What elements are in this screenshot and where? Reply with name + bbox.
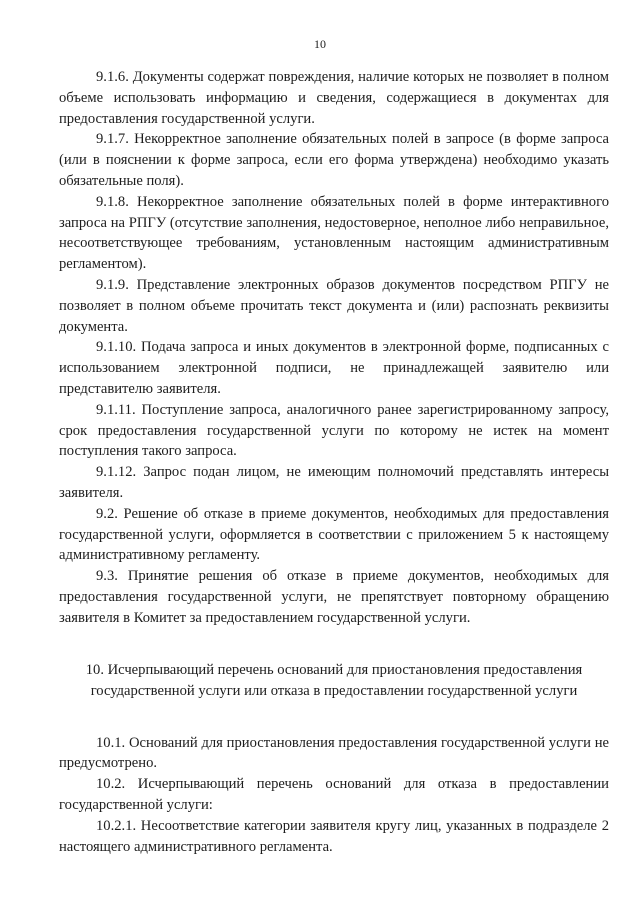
paragraph-9-1-11: 9.1.11. Поступление запроса, аналогичного ранее зарегистрированному запросу, срок предоставления государственной услуги по которому не истек на момент поступления такого запроса. (59, 401, 609, 460)
paragraph-10-1: 10.1. Оснований для приостановления предоставления государственной услуги не предусмотрено. (59, 734, 609, 772)
page-number: 10 (314, 37, 326, 51)
paragraph-9-1-10: 9.1.10. Подача запроса и иных документов в электронной форме, подписанных с использованием электронной подписи, не принадлежащей заявителю или представителю заявителя. (59, 339, 609, 397)
section-10-heading (59, 660, 609, 702)
paragraph-10-2: 10.2. Исчерпывающий перечень оснований для отказа в предоставлении государственной услуги: (59, 776, 609, 813)
heading-line-1: 10. Исчерпывающий перечень оснований для приостановления предоставления (85, 661, 583, 678)
paragraph-9-3: 9.3. Принятие решения об отказе в приеме документов, необходимых для предоставления государственной услуги, не препятствует повторному обращению заявителя в Комитет за предоставлением государственной услуги. (59, 568, 609, 626)
paragraph-9-1-8: 9.1.8. Некорректное заполнение обязательных полей в форме интерактивного запроса на РПГУ (отсутствие заполнения, недостоверное, неполное либо неправильное, несоответствующее требованиям, установленным настоящим административным регламентом). (59, 193, 609, 273)
page-content (59, 67, 609, 857)
paragraph-10-2-1: 10.2.1. Несоответствие категории заявителя кругу лиц, указанных в подразделе 2 настоящего административного регламента. (59, 817, 609, 855)
paragraph-9-1-7: 9.1.7. Некорректное заполнение обязательных полей в запросе (в форме запроса (или в пояснении к форме запроса, если его форма утверждена) необходимо указать обязательные поля). (59, 131, 609, 189)
paragraph-9-2: 9.2. Решение об отказе в приеме документов, необходимых для предоставления государственной услуги, оформляется в соответствии с приложением 5 к настоящему административному регламенту. (59, 505, 609, 564)
heading-line-2: государственной услуги или отказа в предоставлении государственной услуги (90, 682, 578, 699)
paragraph-9-1-9: 9.1.9. Представление электронных образов документов посредством РПГУ не позволяет в полном объеме прочитать текст документа и (или) распознать реквизиты документа. (59, 276, 609, 335)
paragraph-9-1-12: 9.1.12. Запрос подан лицом, не имеющим полномочий представлять интересы заявителя. (59, 464, 609, 501)
paragraph-9-1-6: 9.1.6. Документы содержат повреждения, наличие которых не позволяет в полном объеме использовать информацию и сведения, содержащиеся в документах для предоставления государственной услуги. (59, 69, 609, 127)
